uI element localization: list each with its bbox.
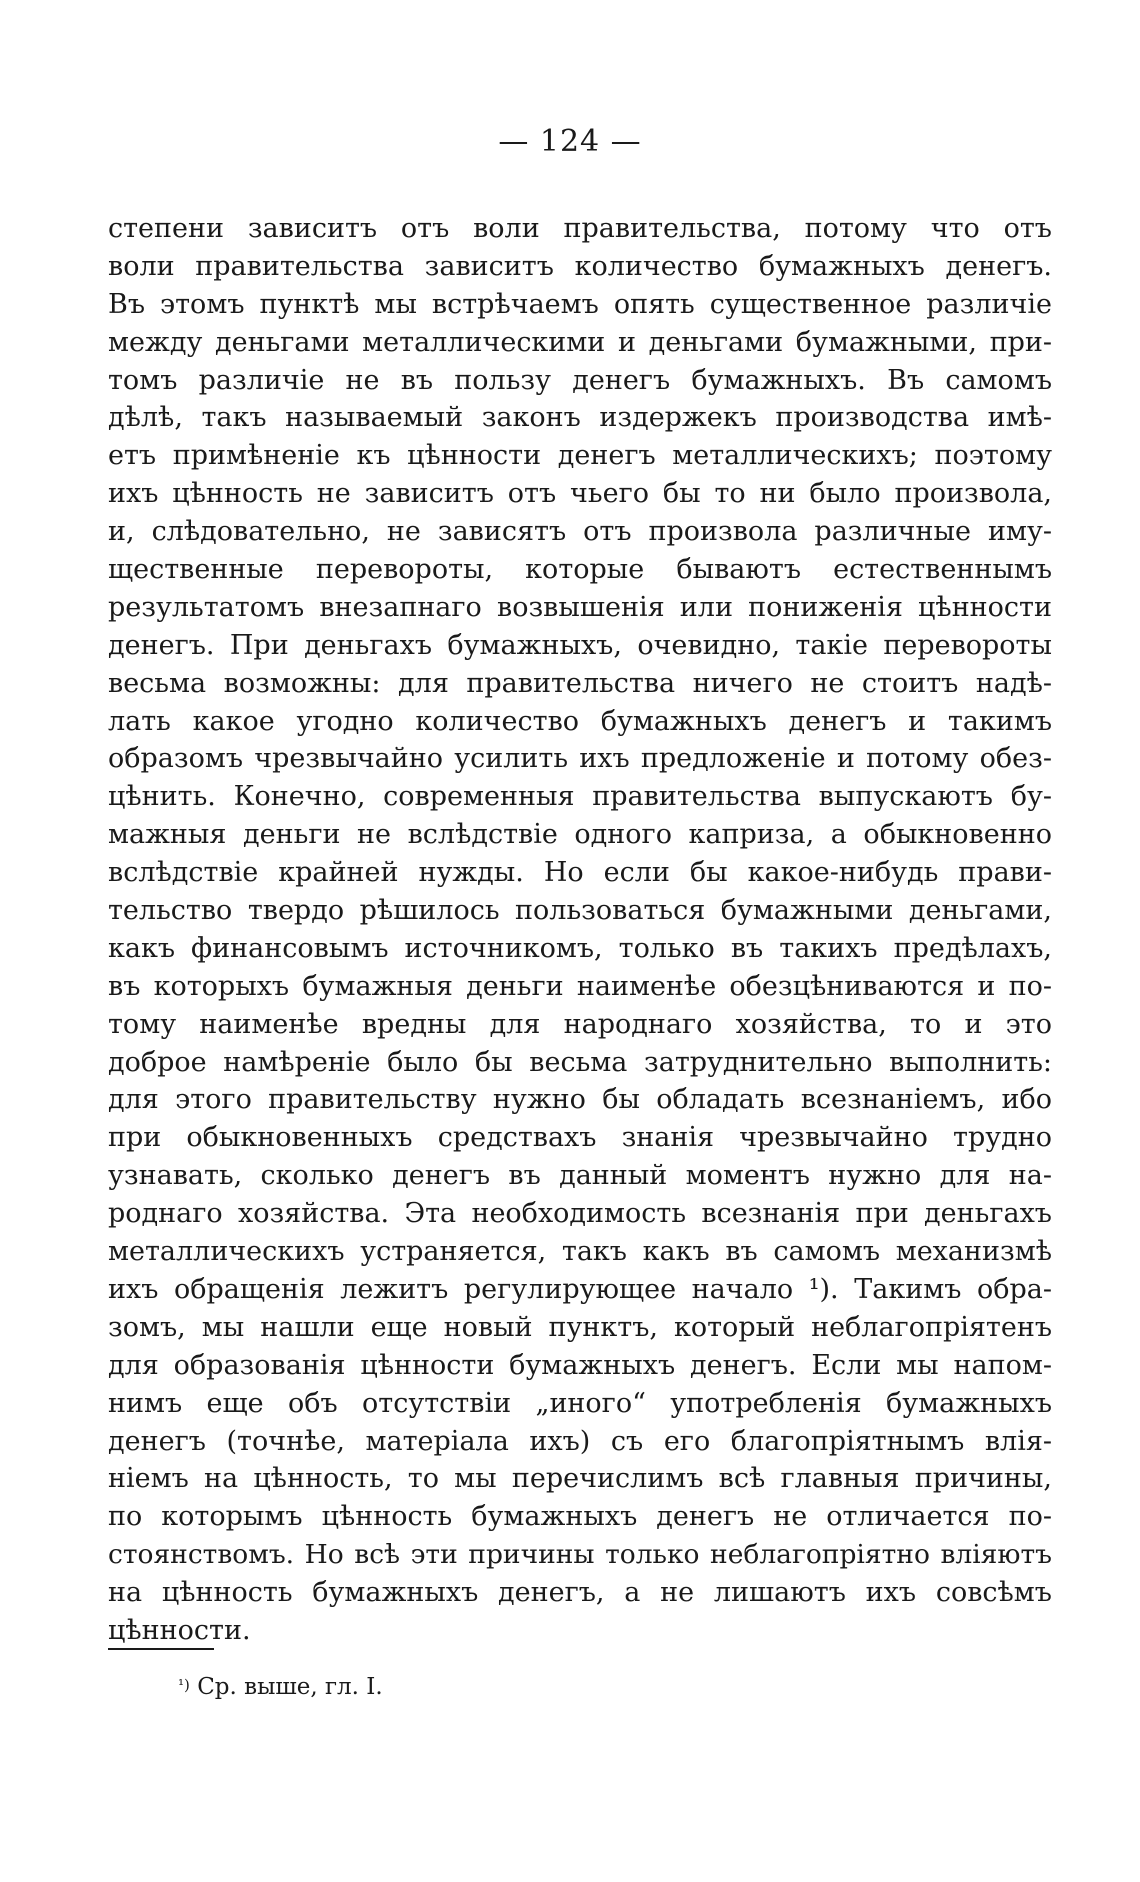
text-line: роднаго хозяйства. Эта необходимость всезнанія при деньгахъ xyxy=(108,1198,1052,1230)
text-line: степени зависитъ отъ воли правительства, потому что отъ xyxy=(108,213,1052,244)
text-line: лать какое угодно количество бумажныхъ денегъ и такимъ xyxy=(108,705,1052,737)
text-line: для образованія цѣнности бумажныхъ денегъ. Если мы напом- xyxy=(108,1349,1052,1381)
text-line: ніемъ на цѣнность, то мы перечислимъ всѣ главныя причины, xyxy=(108,1463,1052,1495)
text-line: зомъ, мы нашли еще новый пунктъ, который неблагопріятенъ xyxy=(108,1311,1052,1343)
body-text xyxy=(108,210,1052,1650)
text-line: ихъ обращенія лежитъ регулирующее начало ¹). Такимъ обра- xyxy=(108,1273,1052,1305)
text-line: денегъ (точнѣе, матеріала ихъ) съ его благопріятнымъ влія- xyxy=(108,1425,1052,1457)
text-line: и, слѣдовательно, не зависятъ отъ произвола различные иму- xyxy=(108,516,1052,548)
text-line: по которымъ цѣнность бумажныхъ денегъ не отличается по- xyxy=(108,1501,1052,1533)
text-line: весьма возможны: для правительства ничего не стоитъ надѣ- xyxy=(108,667,1052,699)
text-line: какъ финансовымъ источникомъ, только въ такихъ предѣлахъ, xyxy=(108,932,1052,964)
text-line: дѣлѣ, такъ называемый законъ издержекъ производства имѣ- xyxy=(108,402,1052,434)
text-line: вслѣдствіе крайней нужды. Но если бы какое-нибудь прави- xyxy=(108,857,1052,889)
text-line: образомъ чрезвычайно усилить ихъ предложеніе и потому обез- xyxy=(108,743,1052,775)
text-line: мажныя деньги не вслѣдствіе одного каприза, а обыкновенно xyxy=(108,819,1052,851)
text-line: для этого правительству нужно бы обладать всезнаніемъ, ибо xyxy=(108,1084,1052,1116)
text-line: доброе намѣреніе было бы весьма затруднительно выполнить: xyxy=(108,1046,1052,1078)
text-line: щественные перевороты, которые бываютъ естественнымъ xyxy=(108,554,1052,586)
text-line: между деньгами металлическими и деньгами бумажными, при- xyxy=(108,326,1052,358)
text-line: цѣнности. xyxy=(108,1614,251,1646)
text-line: ихъ цѣнность не зависитъ отъ чьего бы то ни было произвола, xyxy=(108,478,1052,510)
text-line: узнавать, сколько денегъ въ данный моментъ нужно для на- xyxy=(108,1160,1052,1192)
footnote-text: Ср. выше, гл. I. xyxy=(197,1674,383,1700)
text-line: при обыкновенныхъ средствахъ знанія чрезвычайно трудно xyxy=(108,1122,1052,1154)
text-line: въ которыхъ бумажныя деньги наименѣе обезцѣниваются и по- xyxy=(108,970,1052,1002)
text-line: етъ примѣненіе къ цѣнности денегъ металлическихъ; поэтому xyxy=(108,440,1052,472)
text-line: воли правительства зависитъ количество бумажныхъ денегъ. xyxy=(108,250,1052,282)
text-line: стоянствомъ. Но всѣ эти причины только неблагопріятно вліяютъ xyxy=(108,1539,1052,1571)
text-line: Въ этомъ пунктѣ мы встрѣчаемъ опять существенное различіе xyxy=(108,288,1052,320)
footnote-marker: ¹) xyxy=(178,1676,190,1694)
text-line: цѣнить. Конечно, современныя правительства выпускаютъ бу- xyxy=(108,781,1052,813)
text-line: нимъ еще объ отсутствіи „иного“ употребленія бумажныхъ xyxy=(108,1387,1052,1419)
text-line: тельство твердо рѣшилось пользоваться бумажными деньгами, xyxy=(108,895,1052,927)
text-line: тому наименѣе вредны для народнаго хозяйства, то и это xyxy=(108,1008,1052,1040)
text-line: результатомъ внезапнаго возвышенія или пониженія цѣнности xyxy=(108,591,1052,623)
footnote-divider xyxy=(108,1648,214,1650)
text-line: томъ различіе не въ пользу денегъ бумажныхъ. Въ самомъ xyxy=(108,364,1052,396)
page-number: — 124 — xyxy=(498,124,642,159)
text-line: денегъ. При деньгахъ бумажныхъ, очевидно, такіе перевороты xyxy=(108,629,1052,661)
text-line: на цѣнность бумажныхъ денегъ, а не лишаютъ ихъ совсѣмъ xyxy=(108,1577,1052,1609)
footnote xyxy=(178,1672,383,1702)
text-line: металлическихъ устраняется, такъ какъ въ самомъ механизмѣ xyxy=(108,1236,1052,1268)
